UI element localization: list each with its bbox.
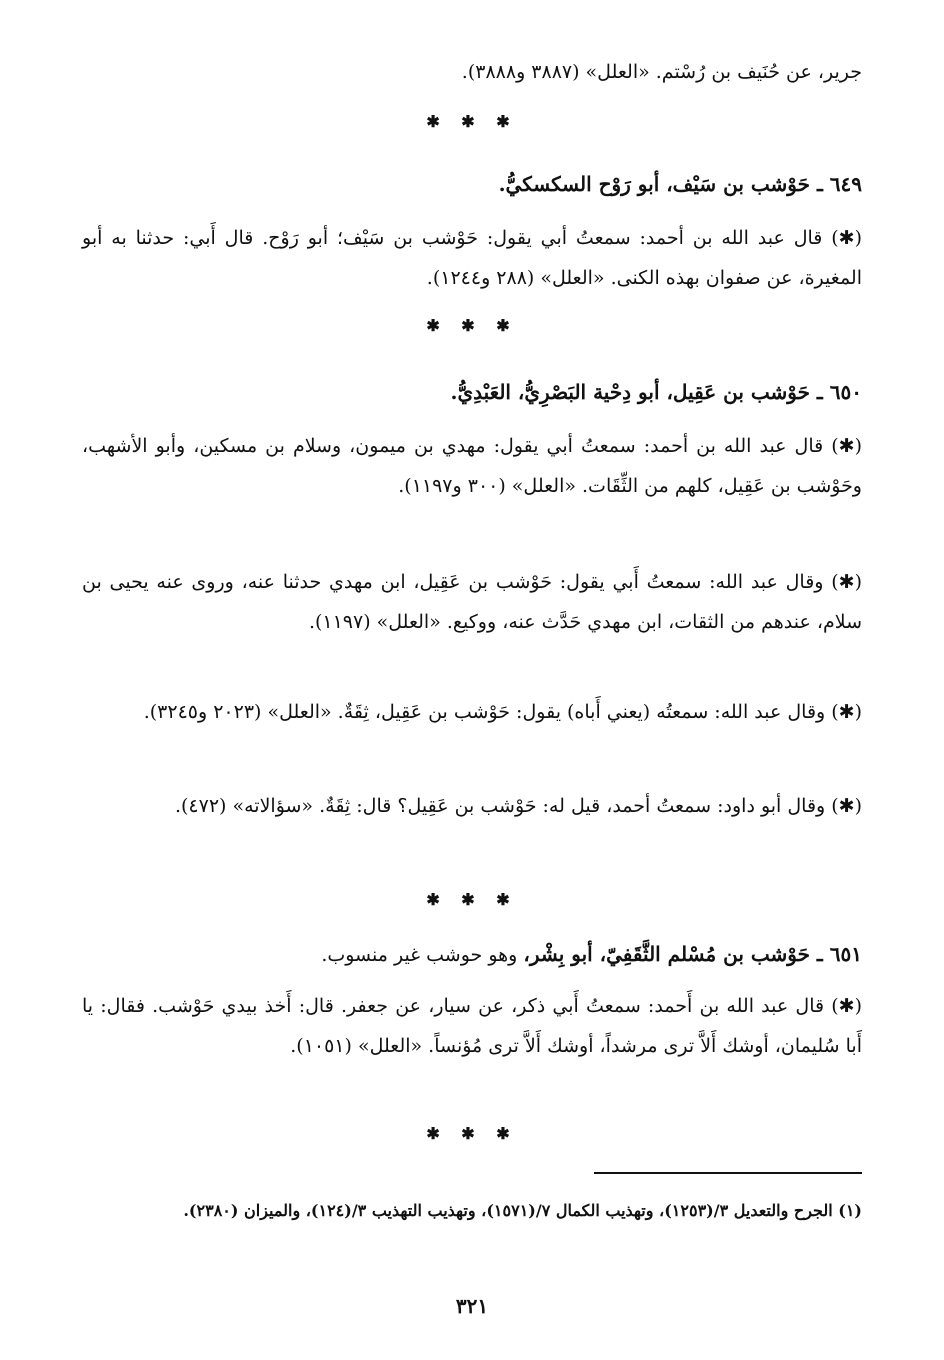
entry-heading-649: ٦٤٩ ـ حَوْشب بن سَيْف، أبو رَوْح السكسكيُّ. bbox=[498, 172, 862, 196]
entry-heading-tail: وهو حوشب غير منسوب. bbox=[321, 944, 518, 966]
section-separator: ✱ ✱ ✱ bbox=[426, 890, 518, 909]
footnote-rule bbox=[594, 1172, 862, 1174]
section-separator: ✱ ✱ ✱ bbox=[426, 112, 518, 131]
entry-heading-651-line bbox=[82, 934, 862, 975]
section-separator: ✱ ✱ ✱ bbox=[426, 316, 518, 335]
page-number: ٣٢١ bbox=[455, 1294, 489, 1318]
entry-paragraph: (✱) قال عبد الله بن أَحمد: سمعتُ أَبي ذكر، عن سيار، عن جعفر. قال: أَخذ بيدي حَوْشب. فقال: يا أَبا سُليمان، أوشك أَلاَّ ترى مرشداً، أوشك أَلاَّ ترى مُؤنساً. «العلل» (١٠٥١). bbox=[82, 995, 862, 1057]
section-separator: ✱ ✱ ✱ bbox=[426, 1124, 518, 1143]
entry-paragraph: (✱) وقال أبو داود: سمعتُ أحمد، قيل له: حَوْشب بن عَقِيل؟ قال: ثِقَةٌ. «سؤالاته» (٤٧٢). bbox=[174, 795, 862, 817]
entry-paragraph: (✱) وقال عبد الله: سمعتُ أَبي يقول: حَوْشب بن عَقِيل، ابن مهدي حدثنا عنه، وروى عنه يحيى بن سلام، عندهم من الثقات، ابن مهدي حَدَّث عنه، ووكيع. «العلل» (١١٩٧). bbox=[82, 571, 862, 633]
book-page bbox=[82, 0, 862, 1360]
footnote: (١) الجرح والتعديل ٣/(١٢٥٣)، وتهذيب الكمال ٧/(١٥٧١)، وتهذيب التهذيب ٣/(١٢٤)، والميزان (٢٣٨٠). bbox=[183, 1201, 862, 1220]
entry-heading-651: ٦٥١ ـ حَوْشب بن مُسْلم الثَّقَفِيّ، أبو بِشْر، bbox=[523, 942, 862, 966]
entry-paragraph: (✱) قال عبد الله بن أحمد: سمعتُ أبي يقول: مهدي بن ميمون، وسلام بن مسكين، وأبو الأشهب، وحَوْشب بن عَقِيل، كلهم من الثِّقَات. «العلل» (٣٠٠ و١١٩٧). bbox=[82, 435, 862, 497]
continued-text: جرير، عن حُنَيف بن رُسْتم. «العلل» (٣٨٨٧ و٣٨٨٨). bbox=[461, 61, 862, 83]
entry-paragraph: (✱) قال عبد الله بن أحمد: سمعتُ أبي يقول: حَوْشب بن سَيْف؛ أبو رَوْح. قال أَبي: حدثنا به أبو المغيرة، عن صفوان بهذه الكنى. «العلل» (٢٨٨ و١٢٤٤). bbox=[82, 227, 862, 289]
entry-heading-650: ٦٥٠ ـ حَوْشب بن عَقِيل، أبو دِحْية البَصْرِيُّ، العَبْدِيُّ. bbox=[450, 380, 862, 404]
entry-paragraph: (✱) وقال عبد الله: سمعتُه (يعني أَباه) يقول: حَوْشب بن عَقِيل، ثِقَةٌ. «العلل» (٢٠٢٣ و٣٢٤٥). bbox=[143, 701, 862, 723]
